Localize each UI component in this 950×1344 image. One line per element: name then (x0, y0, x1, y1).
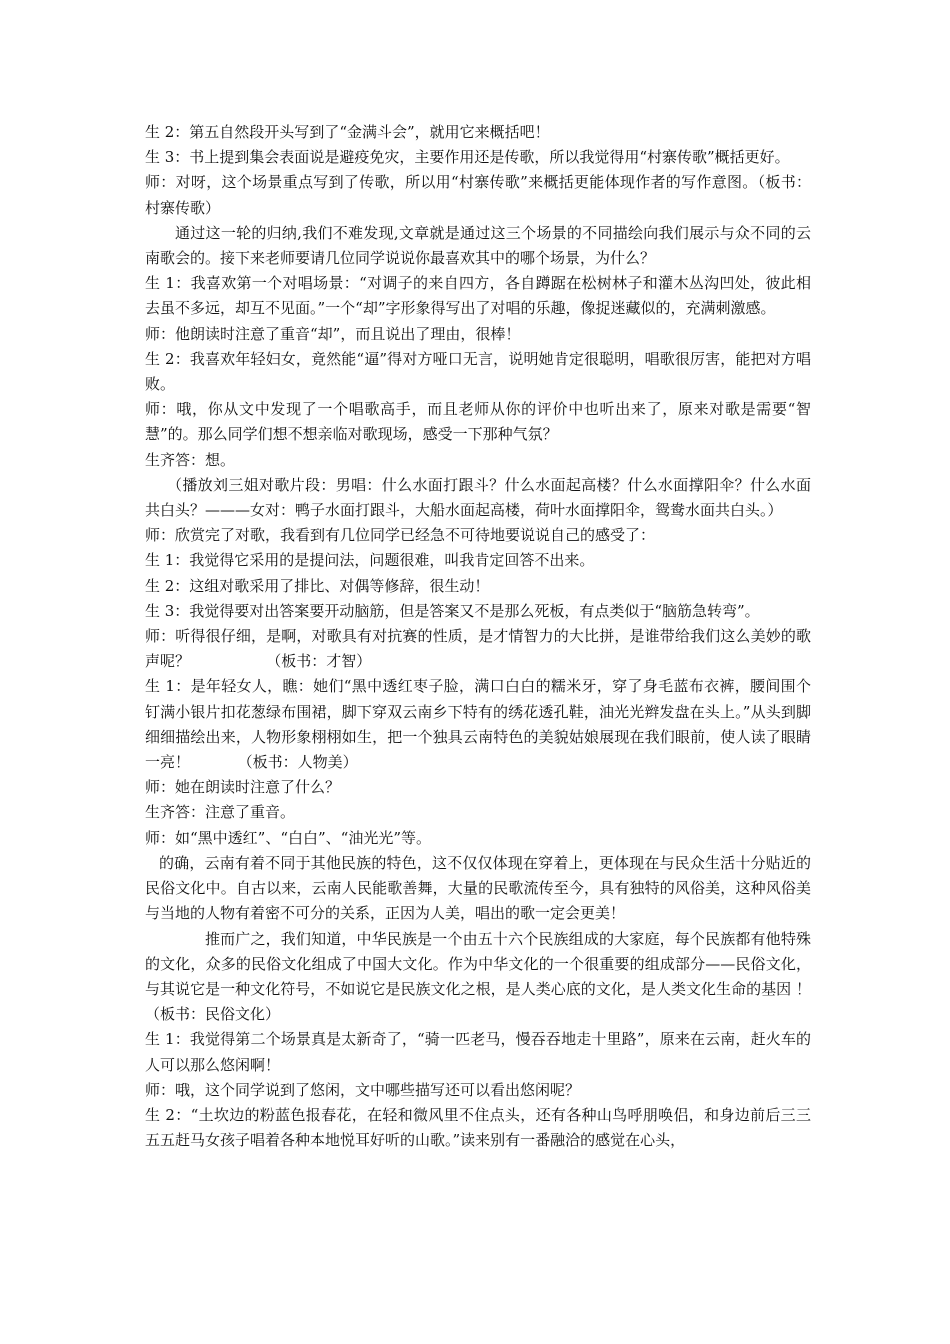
paragraph: 师：听得很仔细，是啊，对歌具有对抗赛的性质，是才情智力的大比拼，是谁带给我们这么美妙的歌声呢？ （板书：才智） (145, 627, 811, 671)
paragraph: 师：对呀，这个场景重点写到了传歌，所以用“村寨传歌”来概括更能体现作者的写作意图。（板书：村寨传歌） (145, 173, 811, 217)
paragraph: 生 2：这组对歌采用了排比、对偶等修辞，很生动！ (145, 576, 490, 595)
paragraph: 生 1：是年轻女人，瞧：她们“黑中透红枣子脸，满口白白的糯米牙，穿了身毛蓝布衣裤，腰间围个钉满小银片扣花葱绿布围裙，脚下穿双云南乡下特有的绣花透孔鞋，油光光辫发盘在头上。”从头到脚细细描绘出来，人物形象栩栩如生，把一个独具云南特色的美貌姑娘展现在我们眼前，使人读了眼睛一亮！ （板书：人物美） (145, 677, 811, 772)
paragraph: 生 2：第五自然段开头写到了“金满斗会”，就用它来概括吧！ (145, 123, 550, 141)
paragraph: 生 2：我喜欢年轻妇女，竟然能“逼”得对方哑口无言，说明她肯定很聪明，唱歌很厉害，能把对方唱败。 (145, 349, 811, 394)
paragraph: 师：欣赏完了对歌，我看到有几位同学已经急不可待地要说说自己的感受了： (145, 526, 656, 545)
paragraph: 的确，云南有着不同于其他民族的特色，这不仅仅体现在穿着上，更体现在与民众生活十分贴近的民俗文化中。自古以来，云南人民能歌善舞，大量的民歌流传至今，具有独特的风俗美，这种风俗美与当地的人物有着密不可分的关系，正因为人美，唱出的歌一定会更美！ (145, 853, 811, 923)
paragraph: 师：她在朗读时注意了什么？ (145, 778, 341, 797)
paragraph: 通过这一轮的归纳,我们不难发现,文章就是通过这三个场景的不同描绘向我们展示与众不同的云南歌会的。接下来老师要请几位同学说说你最喜欢其中的哪个场景，为什么？ (145, 223, 811, 268)
paragraph: 师：他朗读时注意了重音“却”，而且说出了理由，很棒！ (145, 324, 521, 343)
paragraph: 生 2：“土坎边的粉蓝色报春花，在轻和微风里不住点头，还有各种山鸟呼朋唤侣，和身边前后三三五五赶马女孩子唱着各种本地悦耳好听的山歌。”读来别有一番融洽的感觉在心头， (145, 1105, 811, 1150)
paragraph: 师：哦，这个同学说到了悠闲，文中哪些描写还可以看出悠闲呢？ (145, 1080, 581, 1099)
paragraph: 生齐答：注意了重音。 (145, 803, 296, 822)
paragraph: 师：如“黑中透红”、“白白”、“油光光”等。 (145, 828, 432, 847)
paragraph: 师：哦，你从文中发现了一个唱歌高手，而且老师从你的评价中也听出来了，原来对歌是需要“智慧”的。那么同学们想不想亲临对歌现场，感受一下那种气氛？ (145, 400, 811, 444)
paragraph: （播放刘三姐对歌片段：男唱：什么水面打跟斗？什么水面起高楼？什么水面撑阳伞？什么水面共白头？———女对：鸭子水面打跟斗，大船水面起高楼，荷叶水面撑阳伞，鸳鸯水面共白头。） (145, 475, 811, 520)
paragraph: 生 1：我觉得第二个场景真是太新奇了，“骑一匹老马，慢吞吞地走十里路”，原来在云南，赶火车的人可以那么悠闲啊！ (145, 1030, 811, 1074)
paragraph: 生 1：我觉得它采用的是提问法，问题很难，叫我肯定回答不出来。 (145, 551, 595, 570)
document-body (145, 120, 835, 1153)
paragraph: 生 3：我觉得要对出答案要开动脑筋，但是答案又不是那么死板，有点类似于“脑筋急转弯”。 (145, 601, 760, 620)
paragraph: 生 1：我喜欢第一个对唱场景：“对调子的来自四方，各自蹲踞在松树林子和灌木丛沟凹处，彼此相去虽不多远，却互不见面。”一个“却”字形象得写出了对唱的乐趣，像捉迷藏似的，充满刺激感。 (145, 274, 811, 318)
paragraph: 推而广之，我们知道，中华民族是一个由五十六个民族组成的大家庭，每个民族都有他特殊的文化，众多的民俗文化组成了中国大文化。作为中华文化的一个很重要的组成部分——民俗文化，与其说它是一种文化符号，不如说它是民族文化之根，是人类心底的文化，是人类文化生命的基因 ！ （板书：民俗文化） (145, 929, 835, 1024)
paragraph: 生齐答：想。 (145, 450, 236, 469)
paragraph: 生 3：书上提到集会表面说是避疫免灾，主要作用还是传歌，所以我觉得用“村寨传歌”概括更好。 (145, 148, 790, 167)
